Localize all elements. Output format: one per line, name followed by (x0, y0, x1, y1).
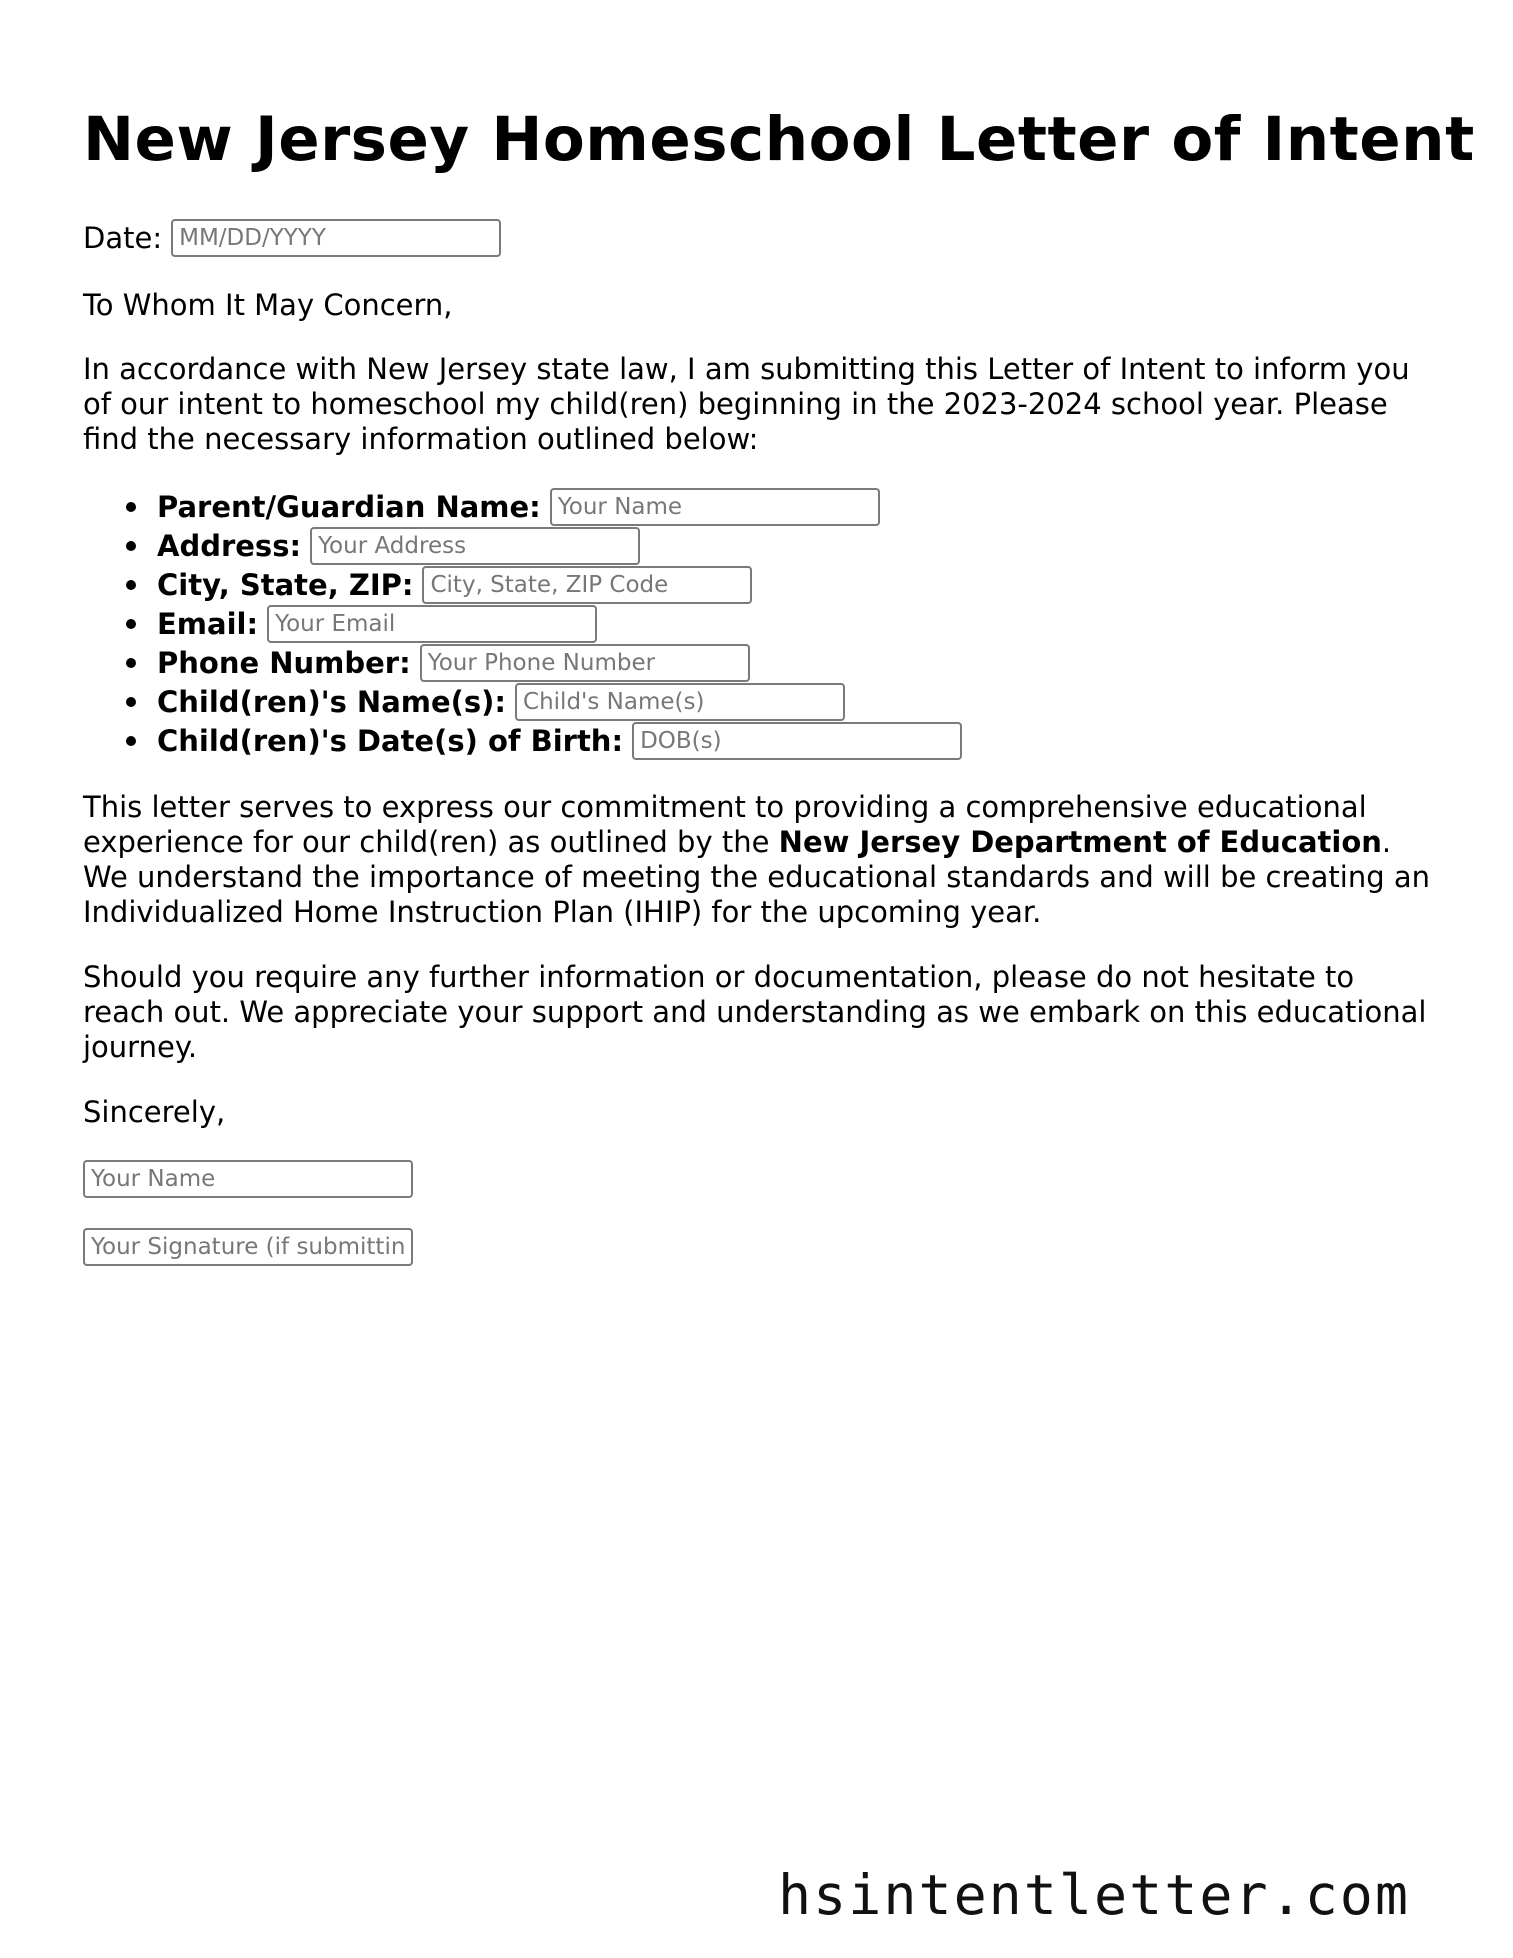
greeting-text: To Whom It May Concern, (83, 288, 453, 322)
child-names-label: Child(ren)'s Name(s): (157, 684, 507, 719)
email-label: Email: (157, 606, 259, 641)
department-name: New Jersey Department of Education (778, 825, 1382, 859)
phone-label: Phone Number: (157, 645, 411, 680)
child-dob-input[interactable] (632, 722, 962, 760)
page-title: New Jersey Homeschool Letter of Intent (83, 104, 1475, 175)
bullet-icon (126, 580, 136, 590)
bullet-icon (126, 658, 136, 668)
parent-name-label: Parent/Guardian Name: (157, 489, 541, 524)
signature-input[interactable] (83, 1228, 413, 1266)
bullet-icon (126, 697, 136, 707)
child-names-input[interactable] (515, 683, 845, 721)
list-item-email (83, 604, 1443, 643)
signer-name-input[interactable] (83, 1160, 413, 1198)
phone-input[interactable] (420, 644, 750, 682)
bullet-icon (126, 736, 136, 746)
footer-website: hsintentletter.com (778, 1863, 1411, 1927)
list-item-address (83, 526, 1443, 565)
bullet-icon (126, 502, 136, 512)
child-dob-label: Child(ren)'s Date(s) of Birth: (157, 723, 624, 758)
city-state-zip-input[interactable] (422, 566, 752, 604)
list-item-parent-name (83, 487, 1443, 526)
list-item-child-names (83, 682, 1443, 721)
city-state-zip-label: City, State, ZIP: (157, 567, 414, 602)
date-input[interactable] (171, 219, 501, 257)
bullet-icon (126, 619, 136, 629)
date-row (83, 218, 1443, 258)
email-input[interactable] (267, 605, 597, 643)
list-item-city-state-zip (83, 565, 1443, 604)
commitment-text-after: . We understand the importance of meeting the educational standards and will be creating an Individualized Home Instruction Plan (IHIP) for the upcoming year. (83, 825, 1430, 929)
info-fields-list (83, 487, 1443, 760)
list-item-child-dob (83, 721, 1443, 760)
address-input[interactable] (310, 527, 640, 565)
list-item-phone (83, 643, 1443, 682)
sign-off-text: Sincerely, (83, 1095, 226, 1129)
date-label: Date: (83, 220, 163, 255)
address-label: Address: (157, 528, 302, 563)
intro-paragraph: In accordance with New Jersey state law, I am submitting this Letter of Intent to inform you of our intent to homeschool my child(ren) beginning in the 2023-2024 school year. Please find the necessary information outlined below: (83, 352, 1410, 456)
letter-page (83, 0, 1475, 1266)
closing-paragraph: Should you require any further information or documentation, please do not hesitate to reach out. We appreciate your support and understanding as we embark on this educational journey. (83, 960, 1427, 1064)
commitment-paragraph (83, 790, 1443, 930)
bullet-icon (126, 541, 136, 551)
commitment-text-before: This letter serves to express our commitment to providing a comprehensive educational experience for our child(ren) as outlined by the (83, 790, 1367, 859)
parent-name-input[interactable] (550, 488, 880, 526)
